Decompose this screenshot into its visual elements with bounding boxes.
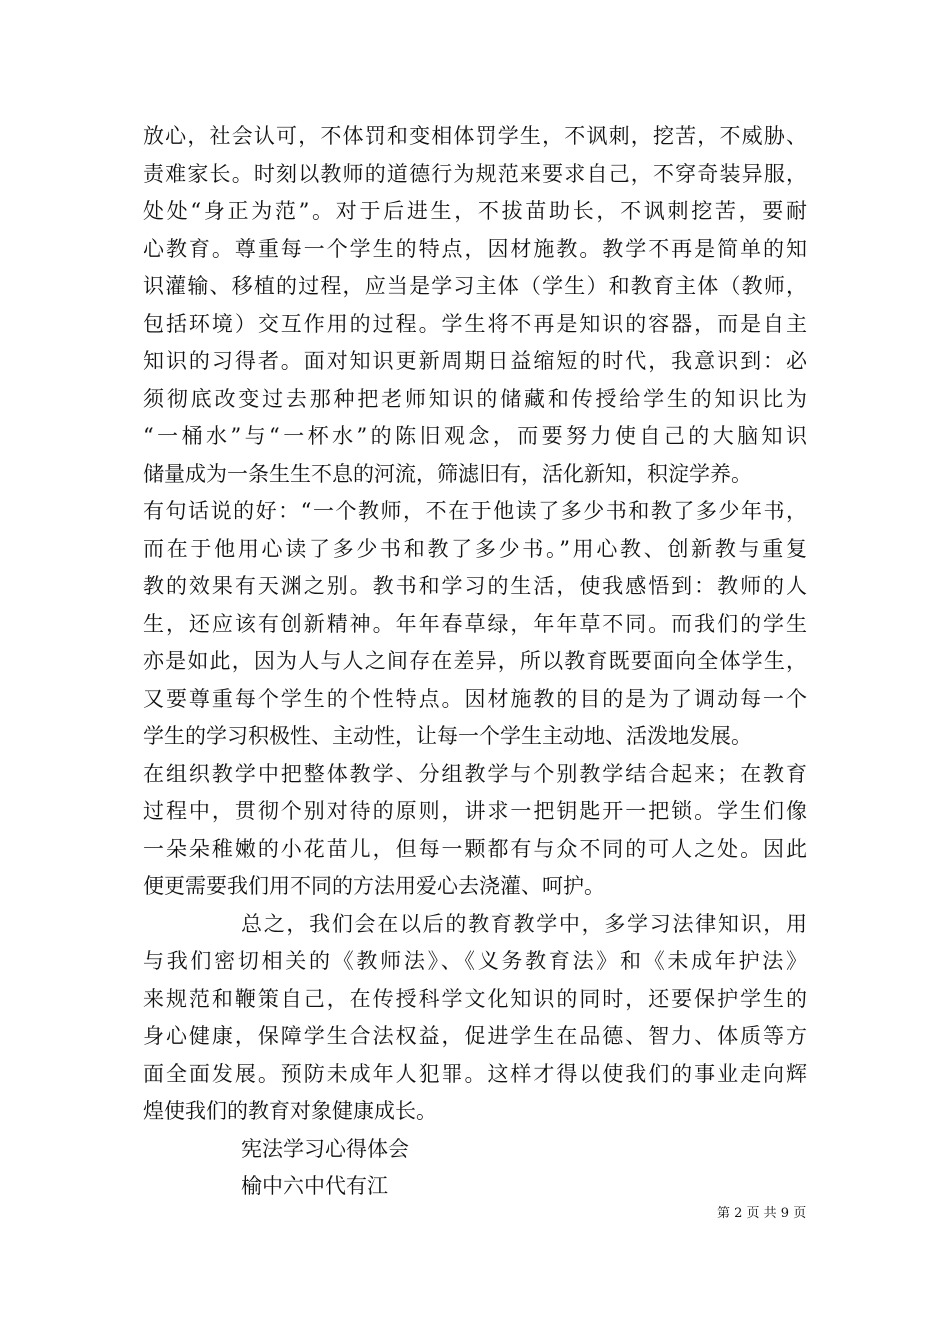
text-line: 责难家长。时刻以教师的道德行为规范来要求自己，不穿奇装异服， — [143, 161, 807, 186]
document-body — [143, 118, 807, 1206]
text-line: 总之，我们会在以后的教育教学中，多学习法律知识，用 — [241, 911, 807, 936]
text-line: 生，还应该有创新精神。年年春草绿，年年草不同。而我们的学生 — [143, 611, 807, 636]
text-line: 过程中，贯彻个别对待的原则，讲求一把钥匙开一把锁。学生们像 — [143, 799, 807, 823]
text-line: 面全面发展。预防未成年人犯罪。这样才得以使我们的事业走向辉 — [143, 1061, 807, 1086]
text-line: 包括环境）交互作用的过程。学生将不再是知识的容器，而是自主 — [143, 311, 807, 336]
text-line: 处处“身正为范”。对于后进生，不拔苗助长，不讽刺挖苦，要耐 — [143, 199, 807, 223]
text-line: 储量成为一条生生不息的河流，筛滤旧有，活化新知，积淀学养。 — [143, 461, 752, 486]
text-line: 便更需要我们用不同的方法用爱心去浇灌、呵护。 — [143, 874, 605, 898]
section-title: 宪法学习心得体会 — [241, 1136, 409, 1161]
text-line: 知识的习得者。面对知识更新周期日益缩短的时代，我意识到：必 — [143, 349, 807, 373]
text-line: 与我们密切相关的《教师法》、《义务教育法》和《未成年护法》 — [143, 949, 807, 973]
text-line: 身心健康，保障学生合法权益，促进学生在品德、智力、体质等方 — [143, 1024, 807, 1048]
text-line: 学生的学习积极性、主动性，让每一个学生主动地、活泼地发展。 — [143, 724, 752, 748]
text-line: 识灌输、移植的过程，应当是学习主体（学生）和教育主体（教师， — [143, 274, 807, 298]
text-line: 亦是如此，因为人与人之间存在差异，所以教育既要面向全体学生， — [143, 649, 807, 673]
paragraph-2 — [143, 906, 807, 1131]
text-line: 来规范和鞭策自己，在传授科学文化知识的同时，还要保护学生的 — [143, 986, 807, 1011]
text-line: 教的效果有天渊之别。教书和学习的生活，使我感悟到：教师的人 — [143, 574, 807, 598]
page-number: 第 2 页 共 9 页 — [717, 1206, 807, 1221]
text-line: 心教育。尊重每一个学生的特点，因材施教。教学不再是简单的知 — [143, 236, 807, 261]
text-line: “一桶水”与“一杯水”的陈旧观念，而要努力使自己的大脑知识 — [143, 424, 807, 448]
text-line: 煌使我们的教育对象健康成长。 — [143, 1099, 437, 1123]
text-line: 放心，社会认可，不体罚和变相体罚学生，不讽刺，挖苦，不威胁、 — [143, 124, 807, 148]
text-line: 又要尊重每个学生的个性特点。因材施教的目的是为了调动每一个 — [143, 686, 807, 711]
text-line: 在组织教学中把整体教学、分组教学与个别教学结合起来；在教育 — [143, 761, 807, 786]
text-line: 而在于他用心读了多少书和教了多少书。”用心教、创新教与重复 — [143, 536, 807, 561]
author-line: 榆中六中代有江 — [241, 1174, 388, 1198]
text-line: 须彻底改变过去那种把老师知识的储藏和传授给学生的知识比为 — [143, 386, 807, 411]
text-line: 一朵朵稚嫩的小花苗儿，但每一颗都有与众不同的可人之处。因此 — [143, 836, 807, 861]
paragraph-1 — [143, 118, 807, 906]
text-line: 有句话说的好：“一个教师，不在于他读了多少书和教了多少年书， — [143, 499, 807, 523]
